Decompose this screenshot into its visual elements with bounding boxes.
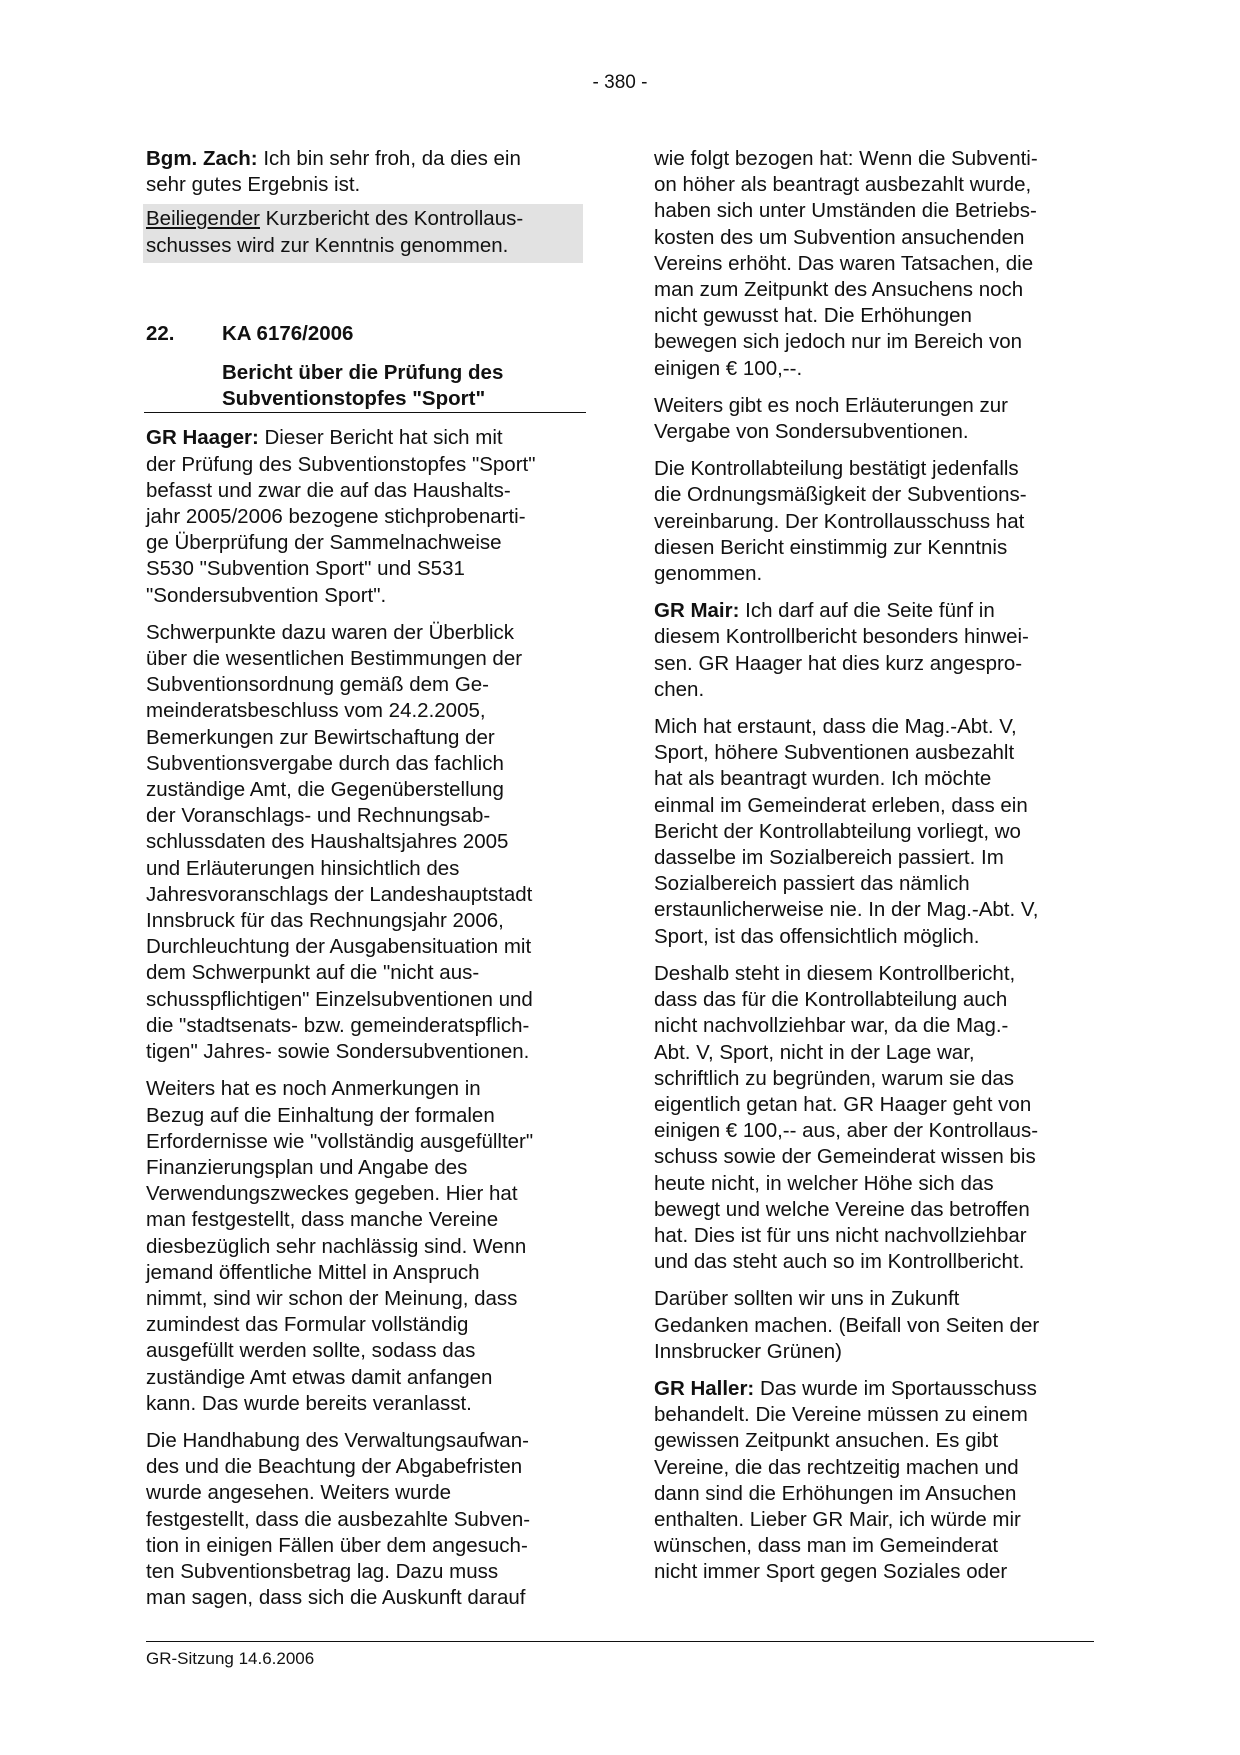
paragraph-erlaeuterungen: Weiters gibt es noch Erläuterungen zur Vergabe von Sondersubventionen. <box>654 393 1009 444</box>
right-column <box>654 146 1094 1597</box>
agenda-item-heading <box>144 321 586 414</box>
resolution-box: Beiliegender Kurzbericht des Kontrollaus- schusses wird zur Kenntnis genommen. <box>143 204 583 262</box>
agenda-code: KA 6176/2006 <box>222 321 354 345</box>
paragraph-deshalb: Deshalb steht in diesem Kontrollbericht, dass das für die Kontrollabteilung auch nicht nachvollziehbar war, da die Mag.- Abt. V, Sport, nicht in der Lage war, schriftlich zu begründen, warum sie das eigentlich getan hat. GR Haager geht von einigen € 100,-- aus, aber der Kontrollaus- schuss sowie der Gemeinderat wissen bis heute nicht, in welcher Höhe sich das bewegt und welche Vereine das betroffen hat. Dies ist für uns nicht nachvollziehbar und das steht auch so im Kontrollbericht. <box>654 961 1039 1274</box>
paragraph-mair: GR Mair: Ich darf auf die Seite fünf in diesem Kontrollbericht besonders hinwei- sen. GR Haager hat dies kurz angespro- chen. <box>654 599 1029 701</box>
speaker-name: GR Haager: <box>146 426 259 450</box>
speaker-name: GR Haller: <box>654 1376 755 1400</box>
paragraph-auskunft: wie folgt bezogen hat: Wenn die Subventi- on höher als beantragt ausbezahlt wurde, haben sich unter Umständen die Betriebs- kosten des um Subvention ansuchenden Vereins erhöht. Das waren Tatsachen, die man zum Zeitpunkt des Ansuchens noch nicht gewusst hat. Die Erhöhungen bewegen sich jedoch nur im Bereich von einigen € 100,--. <box>654 147 1038 380</box>
footer-divider <box>146 1641 1094 1642</box>
paragraph-erstaunt: Mich hat erstaunt, dass die Mag.-Abt. V, Sport, höhere Subventionen ausbezahlt hat als beantragt wurden. Ich möchte einmal im Gemeinderat erleben, dass ein Bericht der Kontrollabteilung vorliegt, wo dasselbe im Sozialbereich passiert. Im Sozialbereich passiert das nämlich erstaunlicherweise nie. In der Mag.-Abt. V, Sport, ist das offensichtlich möglich. <box>654 715 1039 948</box>
paragraph-anmerkungen: Weiters hat es noch Anmerkungen in Bezug auf die Einhaltung der formalen Erfordernisse wie "vollständig ausgefüllter" Finanzierungsplan und Angabe des Verwendungszweckes gegeben. Hier hat man festgestellt, dass manche Vereine diesbezüglich sehr nachlässig sind. Wenn jemand öffentliche Mittel in Anspruch nimmt, sind wir schon der Meinung, dass zumindest das Formular vollständig ausgefüllt werden sollte, sodass das zuständige Amt etwas damit anfangen kann. Das wurde bereits veranlasst. <box>146 1077 534 1415</box>
footer-session-date: GR-Sitzung 14.6.2006 <box>146 1649 315 1668</box>
paragraph-zukunft: Darüber sollten wir uns in Zukunft Gedanken machen. (Beifall von Seiten der Innsbrucker Grünen) <box>654 1287 1040 1363</box>
page-number: - 380 - <box>592 72 648 93</box>
resolution-underlined-word: Beiliegender <box>146 207 260 231</box>
paragraph-schwerpunkte: Schwerpunkte dazu waren der Überblick über die wesentlichen Bestimmungen der Subventionsordnung gemäß dem Ge- meinderatsbeschluss vom 24.2.2005, Bemerkungen zur Bewirtschaftung der Subventionsvergabe durch das fachlich zuständige Amt, die Gegenüberstellung der Voranschlags- und Rechnungsab- schlussdaten des Haushaltsjahres 2005 und Erläuterungen hinsichtlich des Jahresvoranschlags der Landeshauptstadt Innsbruck für das Rechnungsjahr 2006, Durchleuchtung der Ausgabensituation mit dem Schwerpunkt auf die "nicht aus- schusspflichtigen" Einzelsubventionen und die "stadtsenats- bzw. gemeinderatspflich- tigen" Jahres- sowie Sondersubventionen. <box>146 620 533 1064</box>
paragraph-haller: GR Haller: Das wurde im Sportausschuss behandelt. Die Vereine müssen zu einem gewissen Zeitpunkt ansuchen. Es gibt Vereine, die das rechtzeitig machen und dann sind die Erhöhungen im Ansuchen enthalten. Lieber GR Mair, ich würde mir wünschen, dass man im Gemeinderat nicht immer Sport gegen Soziales oder <box>654 1376 1037 1584</box>
paragraph-verwaltungsaufwand: Die Handhabung des Verwaltungsaufwan- des und die Beachtung der Abgabefristen wurde angesehen. Weiters wurde festgestellt, dass die ausbezahlte Subven- tion in einigen Fällen über dem angesuch- ten Subventionsbetrag lag. Dazu muss man sagen, dass sich die Auskunft darauf <box>146 1428 531 1610</box>
agenda-title: Bericht über die Prüfung des Subventionstopfes "Sport" <box>222 361 504 411</box>
speaker-name: Bgm. Zach: <box>146 147 258 170</box>
speaker-name: GR Mair: <box>654 599 740 623</box>
paragraph-kontrollabteilung: Die Kontrollabteilung bestätigt jedenfalls die Ordnungsmäßigkeit der Subventions- vereinbarung. Der Kontrollausschuss hat diesen Bericht einstimmig zur Kenntnis genommen. <box>654 457 1027 586</box>
agenda-number: 22. <box>146 321 175 345</box>
paragraph-zach: Bgm. Zach: Ich bin sehr froh, da dies ein sehr gutes Ergebnis ist. <box>146 147 521 197</box>
paragraph-haager: GR Haager: Dieser Bericht hat sich mit der Prüfung des Subventionstopfes "Sport" befasst und zwar die auf das Haushalts- jahr 2005/2006 bezogene stichprobenarti- ge Überprüfung der Sammelnachweise S530 "Subvention Sport" und S531 "Sondersubvention Sport". <box>146 426 536 607</box>
left-column <box>146 146 586 1622</box>
